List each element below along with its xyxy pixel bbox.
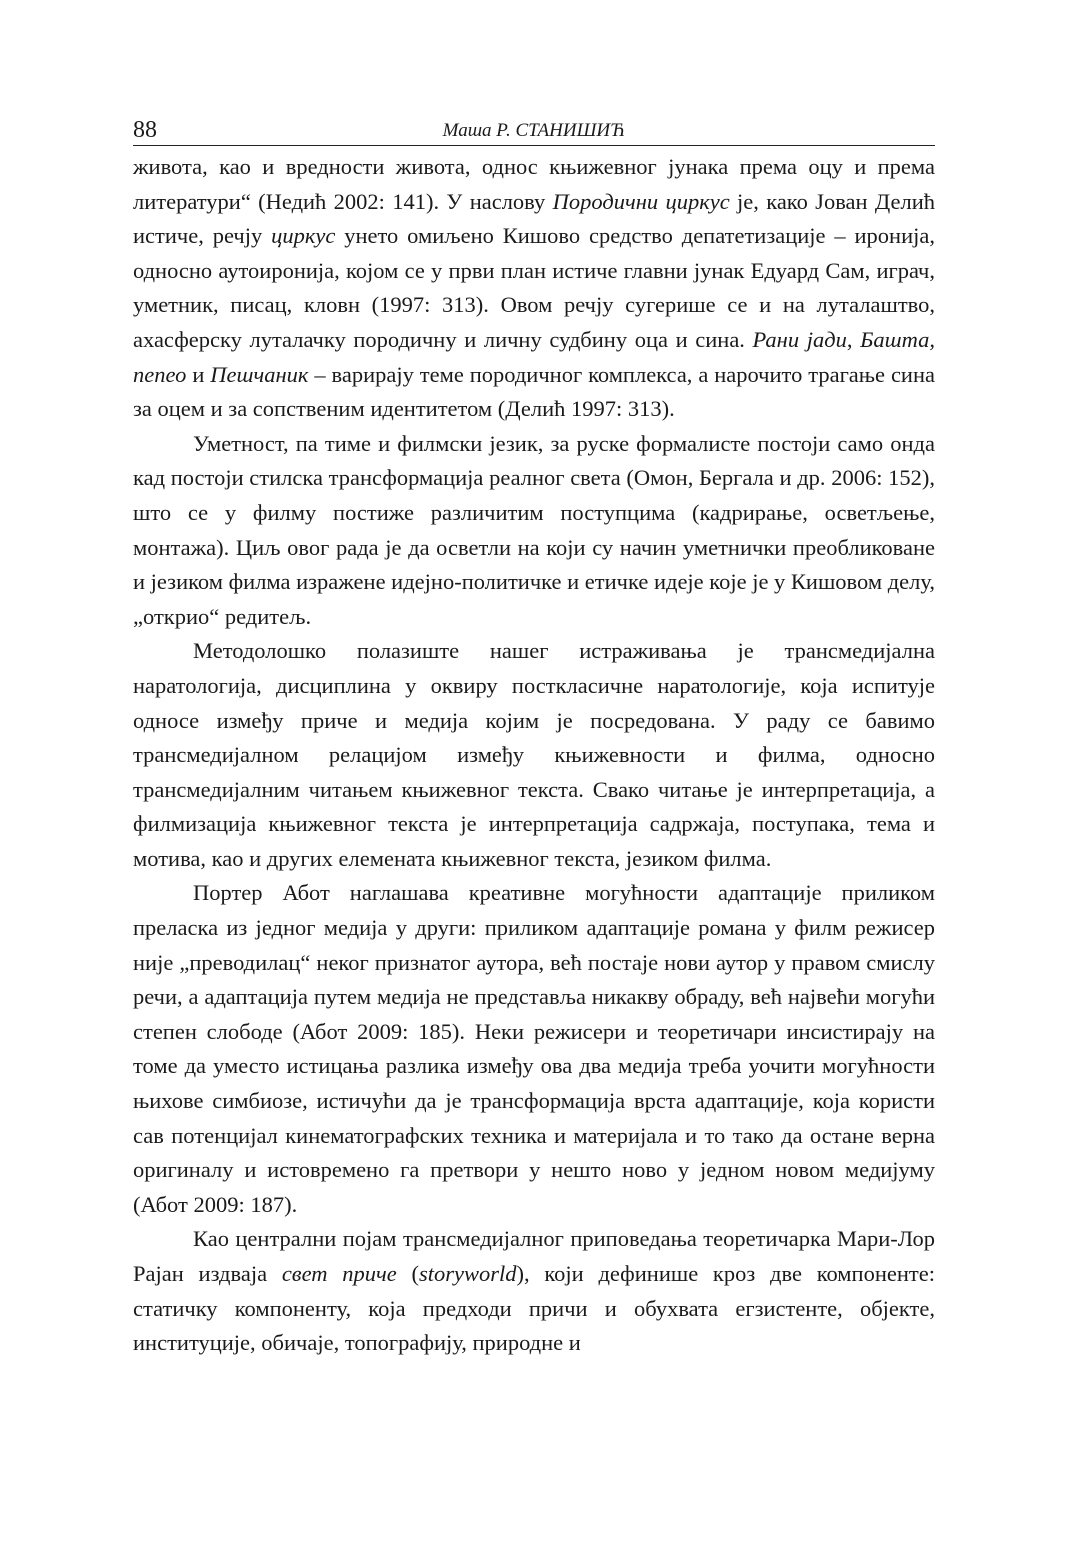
text-run: ,	[846, 326, 861, 352]
text-run: је, како Јован Делић истиче, речју	[133, 188, 936, 249]
italic-text: Башта, пепео	[133, 326, 935, 387]
running-head-author: Маша Р. СТАНИШИЋ	[442, 120, 626, 141]
italic-text: циркус	[271, 223, 336, 249]
text-run: ), који дефинише кроз две компоненте: статичку компоненту, која предходи причи и обухвата егзистенте, објекте, институције, обичаје, топографију, природне и	[133, 1261, 935, 1356]
body-text	[133, 150, 935, 1361]
italic-text: свет приче	[281, 1261, 397, 1286]
text-run: Уметност, па тиме и филмски језик, за руске формалисте постоји само онда кад постоји стилска трансформација реалног света (Омон, Бергала и др. 2006: 152), што се у филму постиже различитим поступцима (кадрирање, осветљење, монтажа). Циљ овог рада је да осветли на који су начин уметнички преобликоване и језиком филма изражене идејно-политичке и етичке идеје које је у Кишовом делу, „открио“ редитељ.	[133, 430, 935, 629]
text-run: – варирају теме породичног комплекса, а нарочито трагање сина за оцем и за сопственим идентитетом (Делић 1997: 313).	[133, 361, 935, 422]
text-run: Портер Абот наглашава креативне могућности адаптације приликом преласка из једног медија у други: приликом адаптације романа у филм режисер није „преводилац“ неког признатог аутора, већ постаје нови аутор у правом смислу речи, а адаптација путем медија не представља никакву обраду, већ највећи могући степен слободе (Абот 2009: 185). Неки режисери и теоретичари инсистирају на томе да уместо истицања разлика између ова два медија треба уочити могућности њихове симбиозе, истичући да је трансформација врста адаптације, која користи сав потенцијал кинематографских техника и материјала и то тако да остане верна оригиналу и истовремено га претвори у нешто ново у једном новом медијуму (Абот 2009: 187).	[133, 880, 935, 1217]
text-run: (	[396, 1261, 419, 1286]
paragraph	[133, 427, 935, 635]
text-run: Као централни појам трансмедијалног приповедања теоретичарка Мари-Лор Рајан издваја	[133, 1226, 935, 1286]
page-number: 88	[133, 117, 157, 143]
italic-text: Породични циркус	[552, 188, 730, 214]
italic-text: Рани јади	[752, 326, 847, 352]
italic-text: Пешчаник	[210, 361, 309, 387]
italic-text: storyworld	[418, 1261, 517, 1286]
paragraph	[133, 634, 935, 876]
paragraph	[133, 1222, 935, 1360]
paragraph	[133, 150, 935, 427]
text-run: унето омиљено Кишово средство депатетизације – иронија, односно аутоиронија, којом се у први план истиче главни јунак Едуард Сам, играч, уметник, писац, кловн (1997: 313). Овом речју сугерише се и на луталаштво, ахасферску луталачку породичну и личну судбину оца и сина.	[133, 223, 936, 352]
text-run: Методолошко полазиште нашег истраживања је трансмедијална наратологија, дисциплина у оквиру посткласичне наратологије, која испитује односе између приче и медија којим је посредована. У раду се бавимо трансмедијалном релацијом између књижевности и филма, односно трансмедијалним читањем књижевног текста. Свако читање је интерпретација, а филмизација књижевног текста је интерпретација садржаја, поступака, тема и мотива, као и других елемената књижевног текста, језиком филма.	[133, 638, 935, 871]
text-run: живота, као и вредности живота, однос књижевног јунака према оцу и према литератури“ (Недић 2002: 141). У наслову	[133, 154, 935, 214]
paragraph	[133, 876, 935, 1222]
text-run: и	[186, 361, 211, 387]
page-header	[133, 115, 935, 146]
